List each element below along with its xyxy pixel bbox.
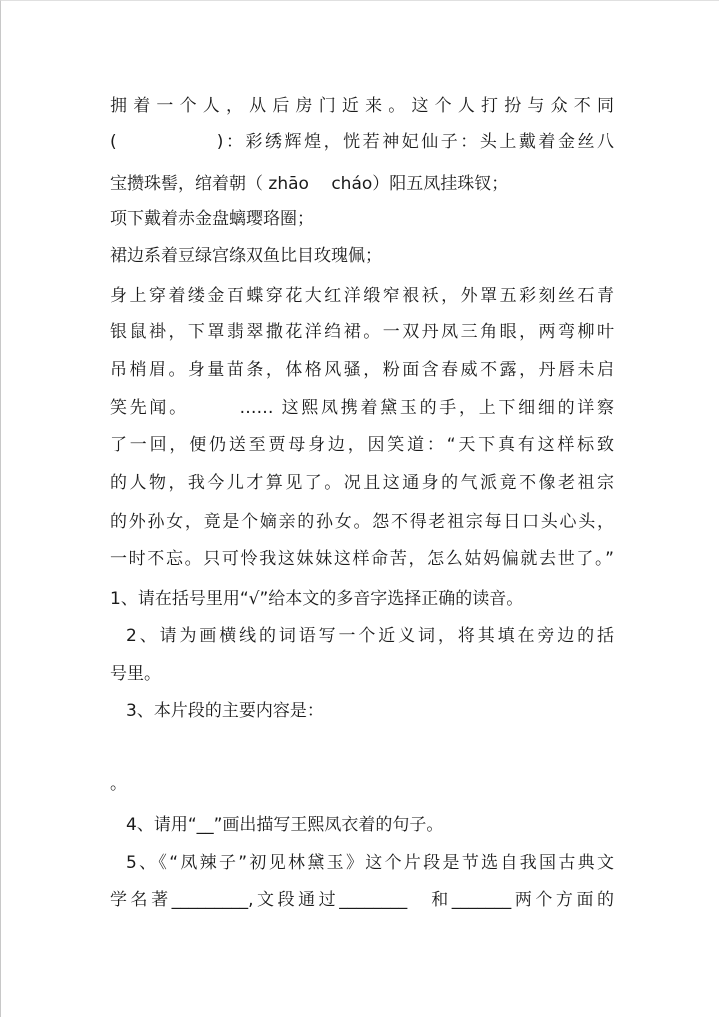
text-line-7: 银鼠褂，下罩翡翠撒花洋绉裙。一双丹凤三角眼，两弯柳叶 [110, 322, 614, 342]
question-3-answer-end: 。 [110, 774, 127, 794]
question-5-cont: 学名著_________,文段通过________ 和_______两个方面的 [110, 890, 614, 910]
question-4: 4、请用“__”画出描写王熙凤衣着的句子。 [126, 815, 444, 835]
text-line-11: 的人物，我今儿才算见了。况且这通身的气派竟不像老祖宗 [110, 473, 614, 493]
text-line-12: 的外孙女，竟是个嫡亲的孙女。怨不得老祖宗每日口头心头， [110, 512, 614, 532]
question-2-cont: 号里。 [110, 664, 161, 684]
text-line-5: 裙边系着豆绿宫绦双鱼比目玫瑰佩； [110, 246, 382, 266]
question-1: 1、请在括号里用“√”给本文的多音字选择正确的读音。 [110, 589, 524, 609]
text-line-4: 项下戴着赤金盘螭璎珞圈； [110, 209, 314, 229]
text-line-10: 了一回，便仍送至贾母身边，因笑道：“天下真有这样标致 [110, 435, 614, 455]
text-line-1: 拥着一个人，从后房门近来。这个人打扮与众不同 [110, 96, 614, 116]
text-line-3: 宝攒珠髻，绾着朝（ zhāo cháo）阳五凤挂珠钗； [110, 174, 509, 194]
text-line-2: ( )：彩绣辉煌，恍若神妃仙子：头上戴着金丝八 [110, 132, 614, 152]
text-line-8: 吊梢眉。身量苗条，体格风骚，粉面含春威不露，丹唇未启 [110, 360, 614, 380]
question-2: 2、请为画横线的词语写一个近义词，将其填在旁边的括 [126, 626, 614, 646]
text-line-13: 一时不忘。只可怜我这妹妹这样命苦，怎么姑妈偏就去世了。” [110, 549, 614, 569]
question-5: 5、《“凤辣子”初见林黛玉》这个片段是节选自我国古典文 [126, 853, 614, 873]
text-line-6: 身上穿着缕金百蝶穿花大红洋缎窄裉袄，外罩五彩刻丝石青 [110, 286, 614, 306]
question-3: 3、本片段的主要内容是： [126, 701, 324, 721]
text-line-9: 笑先闻。 …… 这熙凤携着黛玉的手，上下细细的详察 [110, 398, 614, 418]
